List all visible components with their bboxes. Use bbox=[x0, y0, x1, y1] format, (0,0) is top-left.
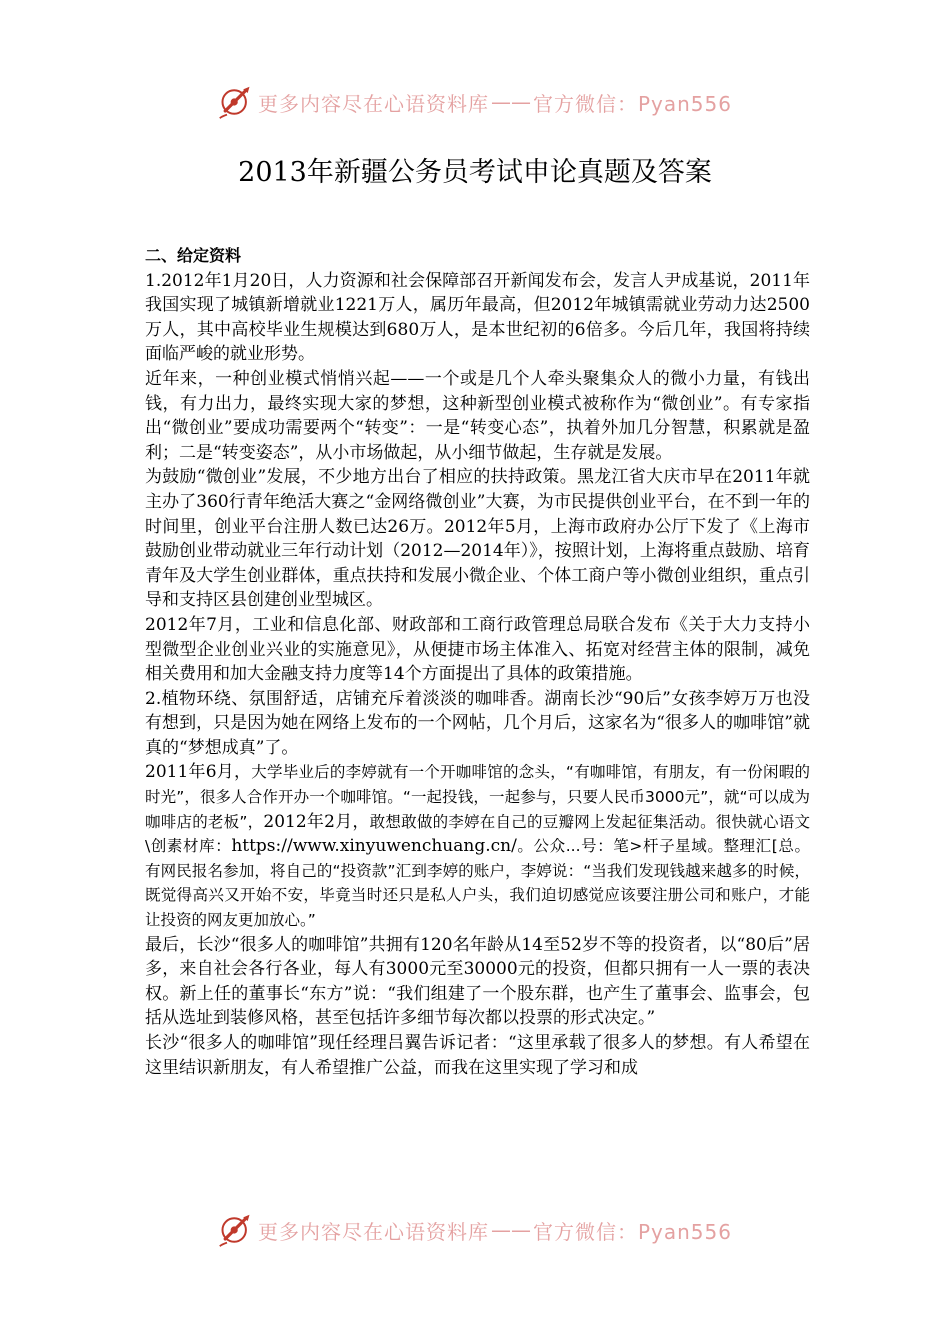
pen-logo-icon bbox=[218, 1212, 254, 1248]
banner-text: 更多内容尽在心语资料库 bbox=[257, 1219, 489, 1244]
paragraph: 2012年7月，工业和信息化部、财政部和工商行政管理总局联合发布《关于大力支持小型微型企业创业兴业的实施意见》，从便捷市场主体准入、拓宽对经营主体的限制，减免相关费用和加大金融支持力度等14个方面提出了具体的政策措施。 bbox=[145, 614, 810, 685]
paragraph: 为鼓励“微创业”发展，不少地方出台了相应的扶持政策。黑龙江省大庆市早在2011年就主办了360行青年绝活大赛之“金网络微创业”大赛，为市民提供创业平台，在不到一年的时间里，创业平台注册人数已达26万。2012年5月，上海市政府办公厅下发了《上海市鼓励创业带动就业三年行动计划（2012—2014年）》，按照计划，上海将重点鼓励、培育青年及大学生创业群体，重点扶持和发展小微企业、个体工商户等小微创业组织，重点引导和支持区县创建创业型城区。 bbox=[145, 467, 810, 611]
paragraph: 2.植物环绕、氛围舒适，店铺充斥着淡淡的咖啡香。湖南长沙“90后”女孩李婷万万也没有想到，只是因为她在网络上发布的一个网帖，几个月后，这家名为“很多人的咖啡馆”就真的“梦想成真”了。 bbox=[145, 688, 810, 758]
paragraph: 近年来，一种创业模式悄悄兴起——一个或是几个人牵头聚集众人的微小力量，有钱出钱，有力出力，最终实现大家的梦想，这种新型创业模式被称作为“微创业”。有专家指出“微创业”要成功需要两个“转变”：一是“转变心态”，执着外加几分智慧，积累就是盈利；二是“转变姿态”，从小市场做起，从小细节做起，生存就是发展。 bbox=[145, 368, 810, 463]
header-banner bbox=[0, 82, 950, 122]
paragraph-mixed-font bbox=[145, 760, 810, 932]
paragraph-segment: 。公众...号：笔>杆子星域。整理汇[总。有网民报名参加，将自己的“投资款”汇到李婷的账户，李婷说：“当我们发现钱越来越多的时候，既觉得高兴又开始不安，毕竟当时还只是私人户头，我们迫切感觉应该要注册公司和账户，才能让投资的网友更加放心。” bbox=[145, 837, 810, 930]
banner-separator: —— bbox=[490, 1218, 531, 1242]
banner-text: 更多内容尽在心语资料库 bbox=[257, 91, 489, 116]
page-title: 2013年新疆公务员考试申论真题及答案 bbox=[238, 157, 712, 188]
footer-banner bbox=[0, 1210, 950, 1250]
document-body bbox=[145, 244, 810, 1080]
section-heading: 二、给定资料 bbox=[145, 246, 242, 265]
paragraph: 最后，长沙“很多人的咖啡馆”共拥有120名年龄从14至52岁不等的投资者，以“80后”居多，来自社会各行各业，每人有3000元至30000元的投资，但都只拥有一人一票的表决权。新上任的董事长“东方”说：“我们组建了一个股东群，也产生了董事会、监事会，包括从选址到装修风格，甚至包括许多细节每次都以投票的形式决定。” bbox=[145, 934, 810, 1029]
paragraph-segment: 2012年2月， bbox=[263, 811, 370, 832]
paragraph: 长沙“很多人的咖啡馆”现任经理吕翼告诉记者：“这里承载了很多人的梦想。有人希望在这里结识新朋友，有人希望推广公益，而我在这里实现了学习和成 bbox=[145, 1033, 810, 1078]
paragraph: 1.2012年1月20日，人力资源和社会保障部召开新闻发布会，发言人尹成基说，2011年我国实现了城镇新增就业1221万人，属历年最高，但2012年城镇需就业劳动力达2500万人，其中高校毕业生规模达到680万人，是本世纪初的6倍多。今后几年，我国将持续面临严峻的就业形势。 bbox=[145, 270, 810, 365]
pen-logo-icon bbox=[218, 84, 254, 120]
paragraph-segment: 敢想敢做的李婷在自己的豆瓣网上发起征集活动。很快就心语文\创素材库： bbox=[145, 812, 810, 856]
paragraph-segment: 2011年6月， bbox=[145, 762, 252, 783]
banner-wechat: 官方微信：Pyan556 bbox=[532, 91, 732, 116]
banner-separator: —— bbox=[490, 90, 531, 114]
banner-wechat: 官方微信：Pyan556 bbox=[532, 1219, 732, 1244]
source-url: https://www.xinyuwenchuang.cn/ bbox=[231, 836, 517, 857]
paragraph-segment: 大学毕业后的李婷就有一个开咖啡馆的念头，“有咖啡馆，有朋友，有一份闲暇的时光”，很多人合作开办一个咖啡馆。“一起投钱，一起参与，只要人民币3000元”，就“可以成为咖啡店的老板”， bbox=[145, 763, 810, 831]
